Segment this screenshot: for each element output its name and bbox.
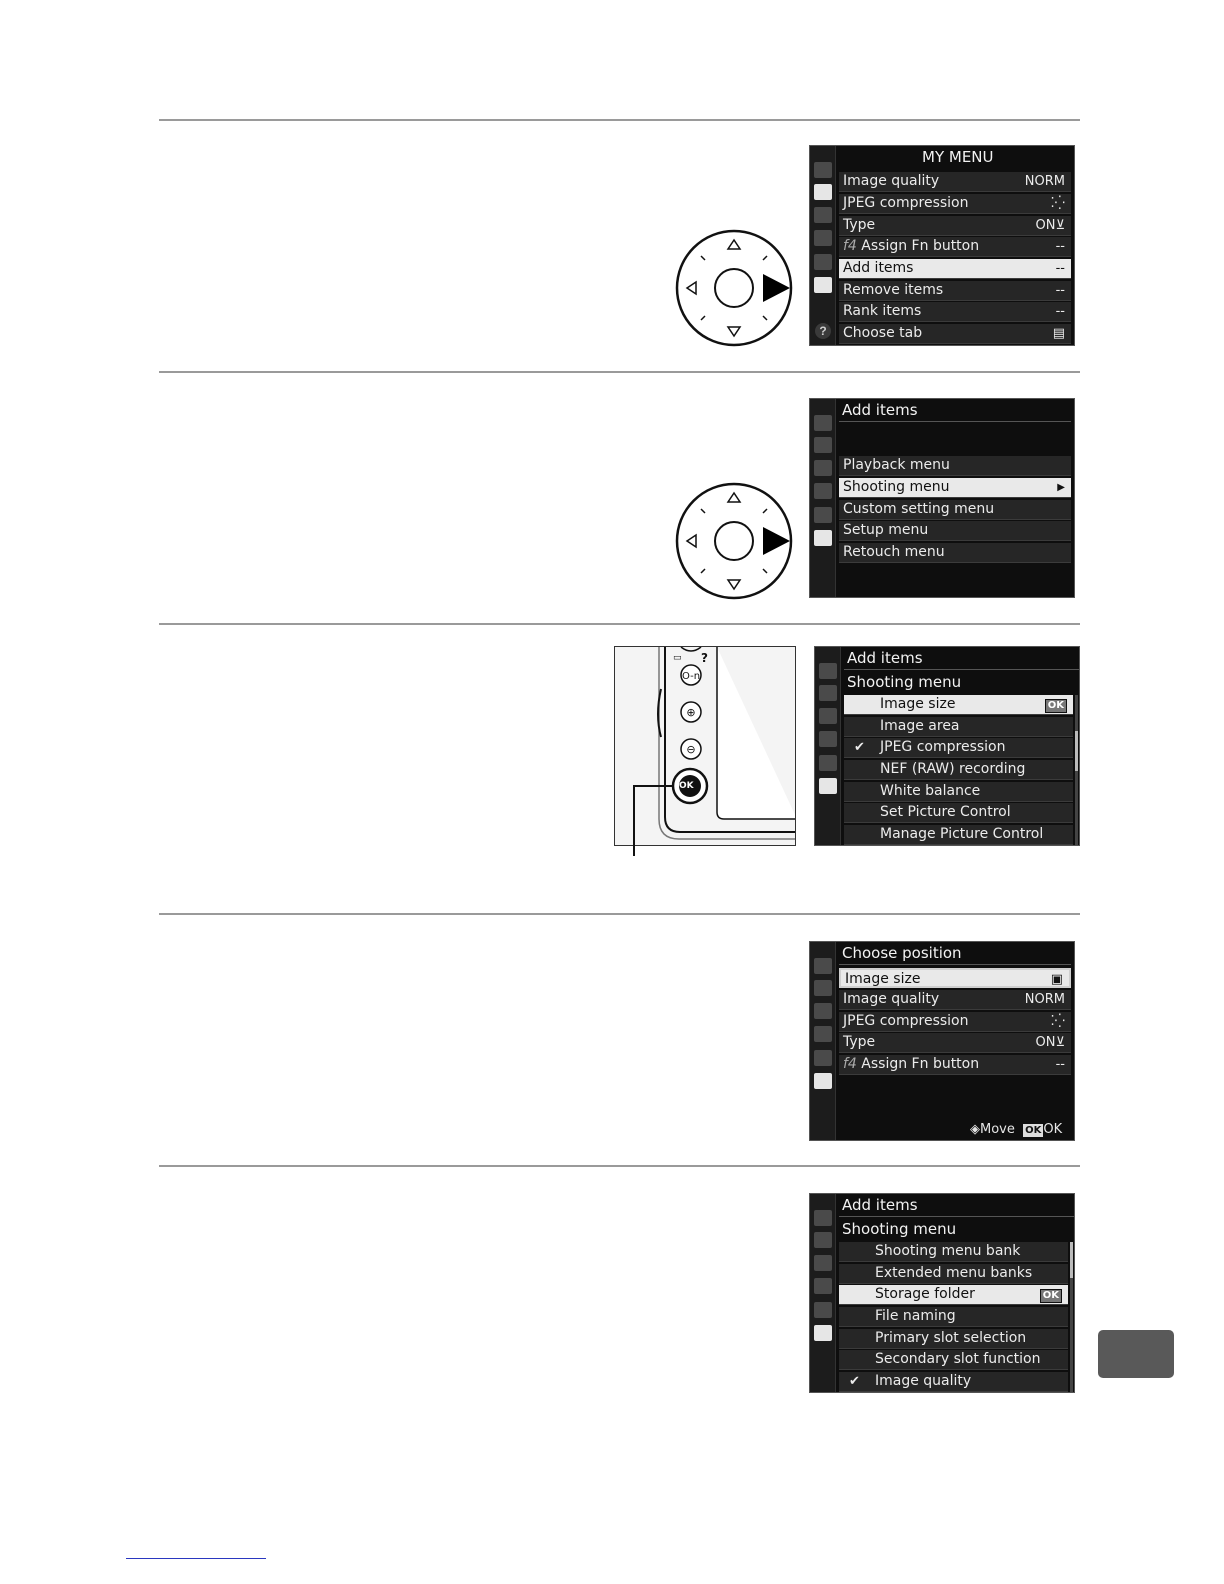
menu-row[interactable]: Choose tab ▤	[839, 324, 1071, 344]
section-divider	[159, 119, 1080, 121]
menu-row[interactable]: NEF (RAW) recording	[844, 760, 1073, 780]
menu-row[interactable]: Manage Picture Control	[844, 825, 1073, 845]
menu-row[interactable]: Rank items --	[839, 302, 1071, 322]
footer-hints	[970, 1122, 1062, 1137]
menu-tab-strip	[810, 1194, 836, 1392]
setup-tab-icon[interactable]	[814, 230, 832, 246]
scrollbar-thumb[interactable]	[1075, 731, 1078, 771]
menu-row[interactable]: File naming	[839, 1307, 1068, 1327]
menu-row[interactable]: Type ON⊻	[839, 216, 1071, 236]
menu-tab-strip	[810, 399, 836, 597]
submenu-arrow-icon: ▶	[1057, 482, 1065, 493]
menu-row-image-size[interactable]: Image size ▣	[839, 968, 1071, 988]
retouch-tab-icon[interactable]	[814, 1050, 832, 1066]
menu-row[interactable]: f4 Assign Fn button --	[839, 237, 1071, 257]
menu-row[interactable]: White balance	[844, 782, 1073, 802]
shooting-tab-icon[interactable]	[814, 1232, 832, 1248]
checkmark-icon: ✔	[849, 1374, 860, 1389]
retouch-tab-icon[interactable]	[819, 755, 837, 771]
setup-tab-icon[interactable]	[814, 1278, 832, 1294]
svg-text:▭: ▭	[673, 653, 682, 663]
screen-title: Add items	[847, 649, 923, 667]
section-divider	[159, 1165, 1080, 1167]
menu-tab-strip	[810, 942, 836, 1140]
svg-text:⊖: ⊖	[686, 743, 696, 756]
svg-text:⊕: ⊕	[686, 706, 696, 719]
menu-row[interactable]: JPEG compression ⁚⁛	[839, 1012, 1071, 1032]
lcd-screen-shooting-menu-items-2	[809, 1193, 1075, 1393]
custom-setting-tab-icon[interactable]	[819, 708, 837, 724]
menu-row[interactable]: Custom setting menu	[839, 500, 1071, 520]
menu-row[interactable]: ✔ JPEG compression	[844, 738, 1073, 758]
playback-tab-icon[interactable]	[814, 162, 832, 178]
menu-row[interactable]: Remove items --	[839, 281, 1071, 301]
retouch-tab-icon[interactable]	[814, 1302, 832, 1318]
menu-row[interactable]: Retouch menu	[839, 543, 1071, 563]
menu-row[interactable]: Secondary slot function	[839, 1350, 1068, 1370]
menu-row[interactable]: Setup menu	[839, 521, 1071, 541]
menu-row[interactable]: Playback menu	[839, 456, 1071, 476]
menu-row-shooting-menu[interactable]: Shooting menu ▶	[839, 478, 1071, 498]
help-icon[interactable]: ?	[815, 323, 831, 339]
lcd-screen-shooting-menu-items	[814, 646, 1080, 846]
help-mark: ?	[701, 651, 708, 665]
lcd-screen-choose-position	[809, 941, 1075, 1141]
menu-row[interactable]: Shooting menu bank	[839, 1242, 1068, 1262]
screen-title: Choose position	[842, 944, 962, 962]
scrollbar-thumb[interactable]	[1070, 1242, 1073, 1278]
title-underline	[839, 421, 1071, 422]
playback-tab-icon[interactable]	[814, 958, 832, 974]
playback-tab-icon[interactable]	[814, 1210, 832, 1226]
section-divider	[159, 371, 1080, 373]
svg-text:O-n: O-n	[681, 671, 701, 682]
lcd-screen-my-menu	[809, 145, 1075, 346]
screen-title: Add items	[842, 1196, 918, 1214]
section-divider	[159, 623, 1080, 625]
menu-row[interactable]: Primary slot selection	[839, 1329, 1068, 1349]
menu-row-add-items[interactable]: Add items --	[839, 259, 1071, 279]
shooting-tab-icon[interactable]	[814, 980, 832, 996]
menu-row[interactable]: f4 Assign Fn button --	[839, 1055, 1071, 1075]
ok-badge: OK	[1040, 1289, 1062, 1303]
menu-row[interactable]: Image quality NORM	[839, 990, 1071, 1010]
menu-tab-strip	[815, 647, 841, 845]
screen-subtitle: Shooting menu	[847, 673, 962, 691]
section-divider	[159, 913, 1080, 915]
menu-row[interactable]: Image quality NORM	[839, 172, 1071, 192]
playback-tab-icon[interactable]	[814, 415, 832, 431]
screen-title: MY MENU	[922, 148, 994, 166]
checkmark-icon: ✔	[854, 740, 865, 755]
footer-move-label: Move	[980, 1122, 1015, 1137]
retouch-tab-icon[interactable]	[814, 254, 832, 270]
title-underline	[839, 964, 1071, 965]
footer-ok-label: OK	[1043, 1122, 1063, 1137]
title-underline	[839, 1216, 1075, 1217]
menu-row-image-size[interactable]: Image size OK	[844, 695, 1073, 715]
menu-row[interactable]: Set Picture Control	[844, 803, 1073, 823]
menu-tab-strip	[810, 146, 836, 345]
retouch-tab-icon[interactable]	[814, 507, 832, 523]
custom-setting-tab-icon[interactable]	[814, 1003, 832, 1019]
setup-tab-icon[interactable]	[814, 1026, 832, 1042]
custom-setting-tab-icon[interactable]	[814, 460, 832, 476]
ok-button-label: OK	[679, 781, 694, 791]
screen-title: Add items	[842, 401, 918, 419]
playback-tab-icon[interactable]	[819, 663, 837, 679]
my-menu-tab-icon[interactable]	[814, 1073, 832, 1089]
multi-selector-right-diagram	[674, 228, 794, 348]
custom-setting-tab-icon[interactable]	[814, 207, 832, 223]
lcd-screen-add-items	[809, 398, 1075, 598]
setup-tab-icon[interactable]	[814, 483, 832, 499]
my-menu-tab-icon[interactable]	[814, 1325, 832, 1341]
menu-row[interactable]: JPEG compression ⁚⁛	[839, 194, 1071, 214]
chapter-thumb-tab	[1098, 1330, 1174, 1378]
menu-row[interactable]: Type ON⊻	[839, 1033, 1071, 1053]
footer-link-underline	[126, 1558, 266, 1559]
callout-line	[630, 780, 690, 860]
menu-row[interactable]: Image area	[844, 717, 1073, 737]
menu-row-storage-folder[interactable]: Storage folder OK	[839, 1285, 1068, 1305]
custom-setting-tab-icon[interactable]	[814, 1255, 832, 1271]
menu-row[interactable]: ✔ Image quality	[839, 1372, 1068, 1392]
ok-badge: OK	[1045, 699, 1067, 713]
title-underline	[844, 669, 1080, 670]
shooting-tab-icon[interactable]	[814, 437, 832, 453]
ok-badge: OK	[1025, 1125, 1042, 1136]
multi-selector-icon: ◈	[970, 1122, 980, 1137]
my-menu-tab-icon[interactable]	[819, 778, 837, 794]
shooting-tab-icon[interactable]	[819, 685, 837, 701]
my-menu-tab-icon[interactable]	[814, 530, 832, 546]
menu-row[interactable]: Extended menu banks	[839, 1264, 1068, 1284]
shooting-tab-icon[interactable]	[814, 184, 832, 200]
my-menu-tab-icon[interactable]	[814, 277, 832, 293]
screen-subtitle: Shooting menu	[842, 1220, 957, 1238]
multi-selector-right-diagram	[674, 481, 794, 601]
setup-tab-icon[interactable]	[819, 731, 837, 747]
